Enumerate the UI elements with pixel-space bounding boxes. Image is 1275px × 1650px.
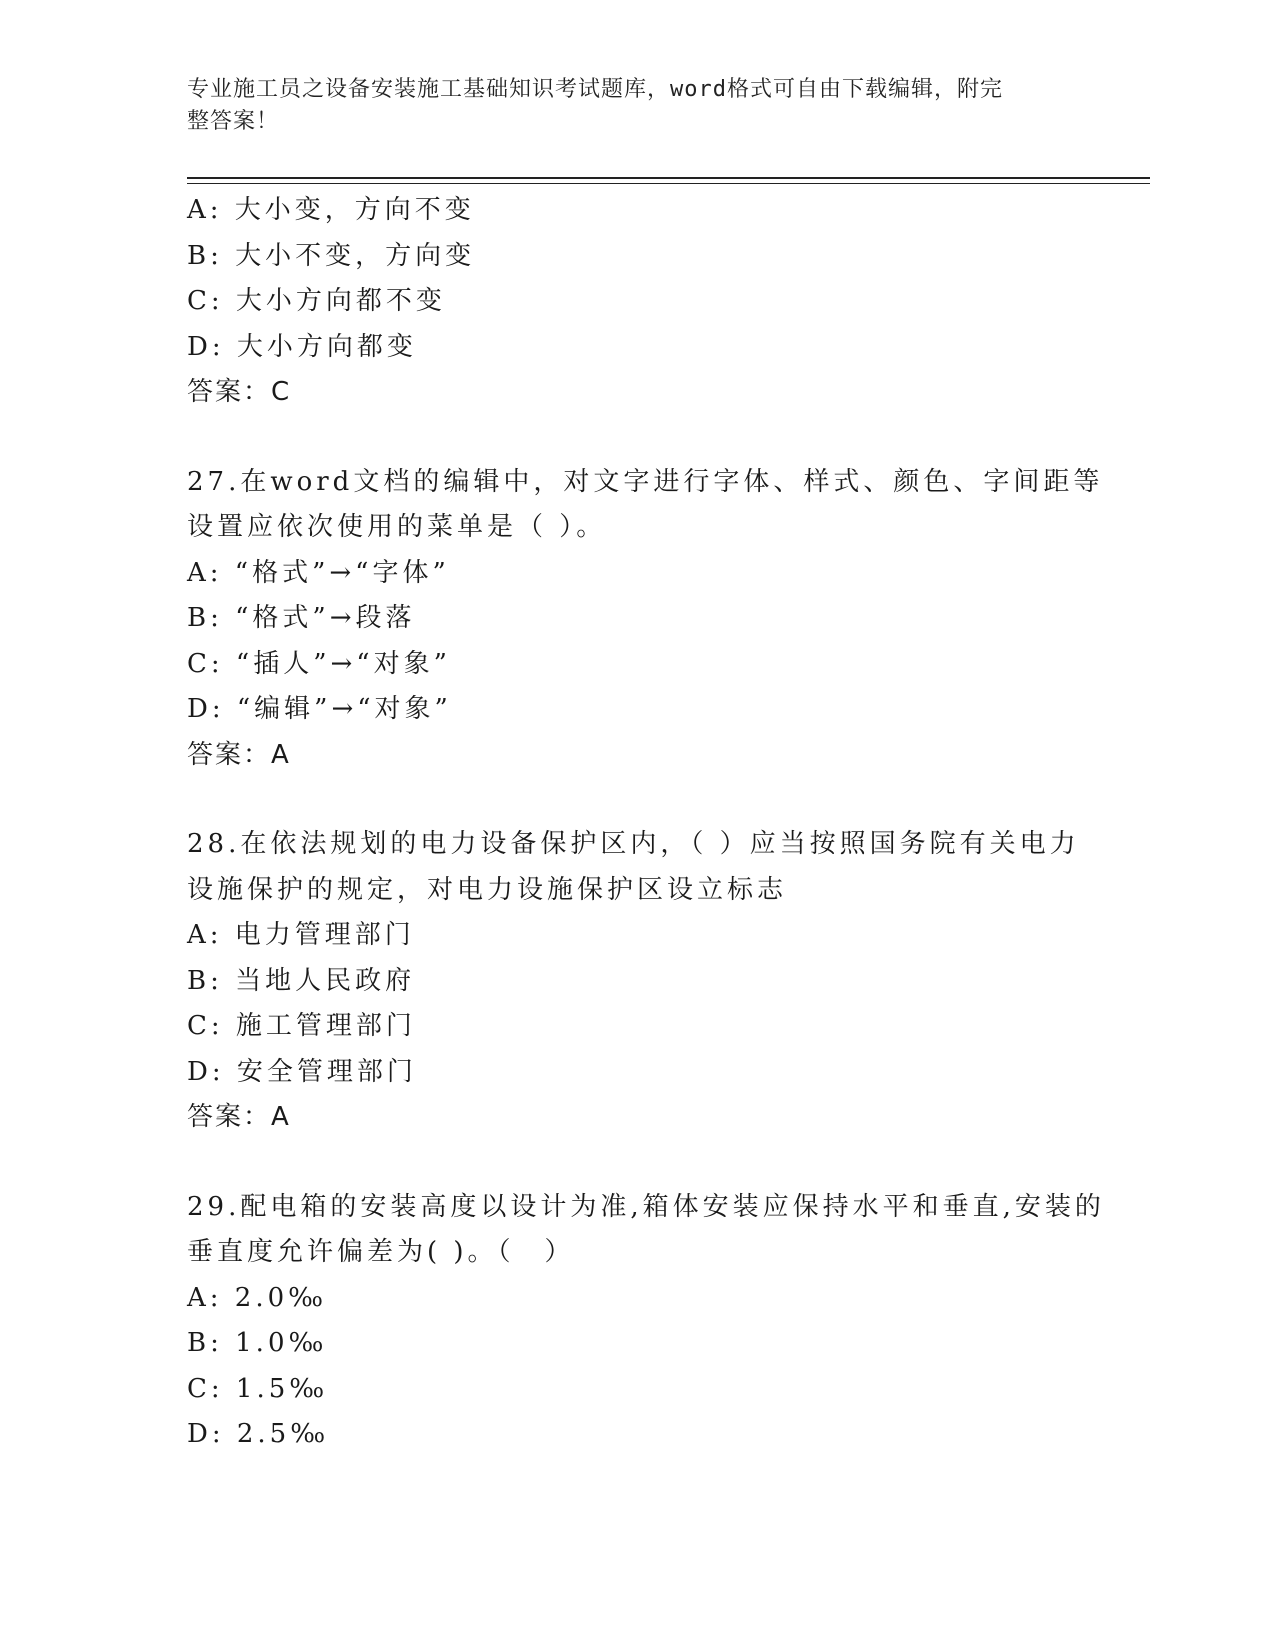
option-a: A: “格式”→“字体” xyxy=(187,557,450,588)
document-header xyxy=(187,74,1067,138)
question-stem-line-2: 设施保护的规定，对电力设施保护区设立标志 xyxy=(187,874,788,905)
question-stem-line-1: 28.在依法规划的电力设备保护区内，（ ）应当按照国务院有关电力 xyxy=(187,829,1080,859)
option-c: C: “插人”→“对象” xyxy=(187,648,451,679)
option-d: D: “编辑”→“对象” xyxy=(187,694,452,724)
option-c: C: 施工管理部门 xyxy=(187,1011,416,1041)
question-stem-line-1: 27.在word文档的编辑中，对文字进行字体、样式、颜色、字间距等 xyxy=(187,466,1104,497)
question-29 xyxy=(187,1185,1105,1458)
option-c: C: 1.5‰ xyxy=(187,1373,329,1404)
spacer xyxy=(187,1141,1087,1185)
option-c: C: 大小方向都不变 xyxy=(187,286,446,316)
answer: 答案：A xyxy=(187,739,291,770)
option-b: B: 1.0‰ xyxy=(187,1328,328,1358)
header-rule-thick xyxy=(187,177,1150,179)
option-b: B: “格式”→段落 xyxy=(187,603,416,633)
header-line-1: 专业施工员之设备安装施工基础知识考试题库，word格式可自由下载编辑，附完 xyxy=(187,77,1003,102)
answer: 答案：C xyxy=(187,377,292,407)
question-stem-line-2: 设置应依次使用的菜单是（ ）。 xyxy=(187,512,607,542)
question-list xyxy=(187,188,1105,1458)
spacer xyxy=(187,778,1087,822)
header-rule-thin xyxy=(187,183,1150,184)
answer: 答案：A xyxy=(187,1102,291,1132)
question-stem-line-2: 垂直度允许偏差为( )。（ ） xyxy=(187,1237,575,1267)
question-27 xyxy=(187,460,1104,779)
option-d: D: 安全管理部门 xyxy=(187,1056,417,1087)
option-a: A: 大小变，方向不变 xyxy=(187,195,475,225)
spacer xyxy=(187,416,1087,460)
question-stem-line-1: 29.配电箱的安装高度以设计为准,箱体安装应保持水平和垂直,安装的 xyxy=(187,1191,1105,1222)
option-a: A: 2.0‰ xyxy=(187,1282,328,1313)
option-b: B: 大小不变，方向变 xyxy=(187,240,476,271)
option-d: D: 2.5‰ xyxy=(187,1419,330,1449)
question-28 xyxy=(187,822,1087,1141)
header-line-2: 整答案！ xyxy=(187,109,280,134)
question-26 xyxy=(187,188,1087,416)
option-b: B: 当地人民政府 xyxy=(187,965,416,996)
option-a: A: 电力管理部门 xyxy=(187,920,415,950)
option-d: D: 大小方向都变 xyxy=(187,331,417,362)
